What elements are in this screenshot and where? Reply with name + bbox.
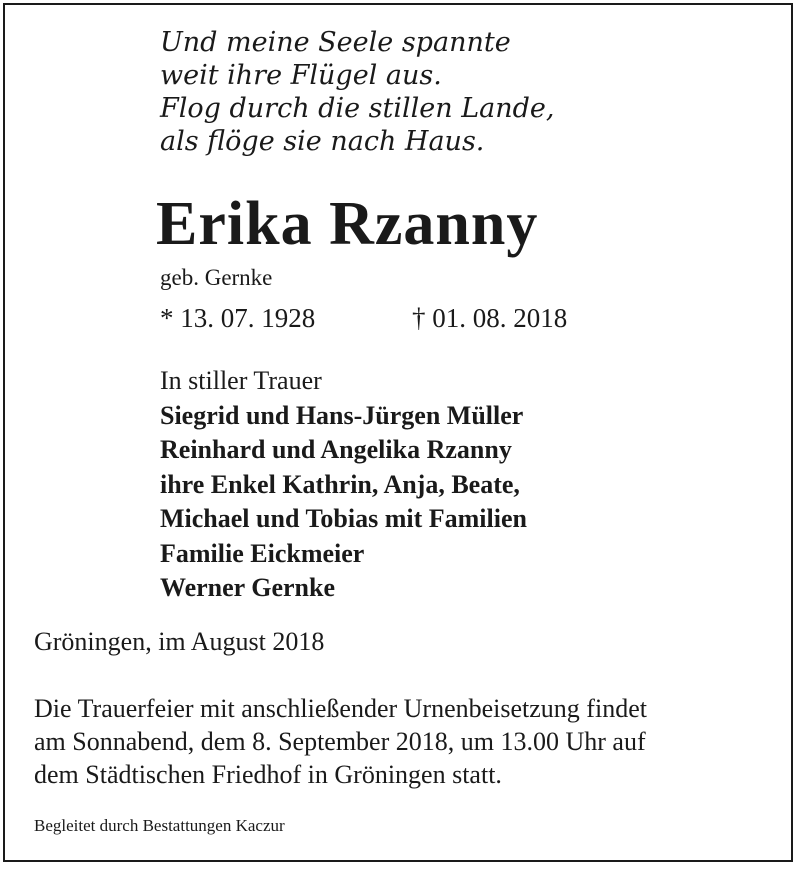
mourner: ihre Enkel Kathrin, Anja, Beate, bbox=[160, 469, 520, 499]
birth-date: * 13. 07. 1928 bbox=[160, 303, 316, 333]
mourners-list bbox=[160, 364, 527, 606]
verse-line: weit ihre Flügel aus. bbox=[160, 60, 442, 91]
ceremony-line: am Sonnabend, dem 8. September 2018, um 13.00 Uhr auf bbox=[34, 727, 646, 756]
maiden-name: geb. Gernke bbox=[160, 265, 273, 290]
deceased-name: Erika Rzanny bbox=[156, 190, 539, 258]
verse-line: Flog durch die stillen Lande, bbox=[160, 93, 555, 124]
mourner: Werner Gernke bbox=[160, 573, 335, 602]
death-date: † 01. 08. 2018 bbox=[412, 303, 568, 333]
mourner: Michael und Tobias mit Familien bbox=[160, 504, 527, 533]
mourners-intro: In stiller Trauer bbox=[160, 366, 322, 395]
verse-line: Und meine Seele spannte bbox=[160, 27, 511, 58]
verse bbox=[160, 26, 554, 158]
mourner: Reinhard und Angelika Rzanny bbox=[160, 435, 512, 464]
mourner: Familie Eickmeier bbox=[160, 538, 365, 568]
ceremony-line: dem Städtischen Friedhof in Gröningen statt. bbox=[34, 760, 502, 789]
place-and-date: Gröningen, im August 2018 bbox=[34, 627, 325, 656]
mourner: Siegrid und Hans-Jürgen Müller bbox=[160, 400, 524, 430]
undertaker-credit: Begleitet durch Bestattungen Kaczur bbox=[34, 816, 285, 835]
ceremony-line: Die Trauerfeier mit anschließender Urnenbeisetzung findet bbox=[34, 694, 647, 723]
verse-line: als flöge sie nach Haus. bbox=[160, 126, 485, 157]
ceremony-info bbox=[34, 692, 647, 791]
